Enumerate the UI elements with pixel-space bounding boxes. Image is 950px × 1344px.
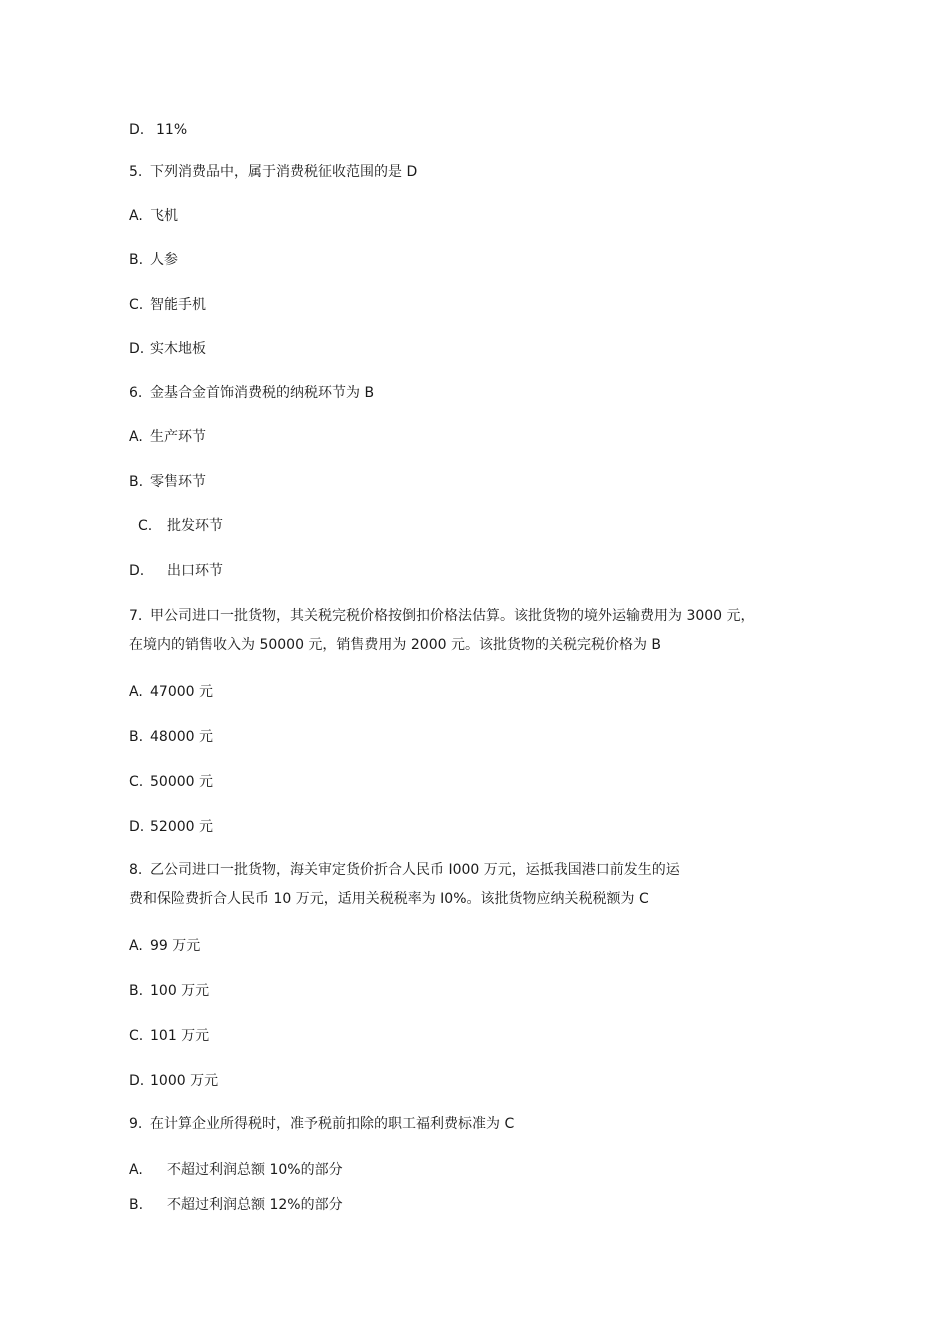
option-line [129,1026,209,1046]
option-line [129,936,200,956]
option-label: B. [129,729,144,745]
option-line [129,250,178,270]
option-line [129,981,209,1001]
question-continuation [129,889,649,909]
option-text: 11% [156,122,188,138]
option-text: 52000 元 [150,819,213,835]
option-text: 99 万元 [150,938,201,954]
option-text: 100 万元 [150,983,210,999]
option-line [129,472,206,492]
option-text: 47000 元 [150,684,213,700]
option-label: D. [129,341,145,357]
question-text: 甲公司进口一批货物，其关税完税价格按倒扣价格法估算。该批货物的境外运输费用为 3000 元， [150,608,755,624]
question-line [129,383,374,403]
option-text: 101 万元 [150,1028,210,1044]
option-line [138,516,223,536]
option-label: D. [129,1073,145,1089]
option-label: D. [129,563,145,579]
option-label: C. [129,1028,144,1044]
option-label: A. [129,684,143,700]
option-line [129,817,213,837]
option-label: A. [129,1162,143,1178]
option-text: 不超过利润总额 10%的部分 [167,1162,343,1178]
option-label: C. [129,774,144,790]
option-label: D. [129,122,145,138]
option-line [129,682,213,702]
option-text: 零售环节 [150,474,206,490]
option-label: A. [129,429,143,445]
question-text: 费和保险费折合人民币 10 万元，适用关税税率为 I0%。该批货物应纳关税税额为 C [129,891,649,907]
option-label: A. [129,208,143,224]
question-number: 6. [129,385,143,401]
question-line [129,1114,514,1134]
option-line [129,772,213,792]
option-text: 人参 [150,252,178,268]
question-number: 8. [129,862,143,878]
question-line [129,162,417,182]
option-line [129,339,206,359]
option-text: 批发环节 [167,518,223,534]
question-text: 在境内的销售收入为 50000 元，销售费用为 2000 元。该批货物的关税完税价格为 B [129,637,662,653]
option-line [129,561,223,581]
option-line [129,1071,218,1091]
option-text: 50000 元 [150,774,213,790]
question-number: 7. [129,608,143,624]
option-text: 飞机 [150,208,178,224]
option-text: 生产环节 [150,429,206,445]
question-text: 下列消费品中，属于消费税征收范围的是 D [150,164,418,180]
option-text: 不超过利润总额 12%的部分 [167,1197,343,1213]
option-line [129,427,206,447]
question-line [129,860,680,880]
option-line [129,1195,343,1215]
option-label: B. [129,983,144,999]
option-label: B. [129,1197,144,1213]
option-label: B. [129,252,144,268]
option-label: C. [138,518,153,534]
option-line [129,295,206,315]
option-text: 智能手机 [150,297,206,313]
question-number: 9. [129,1116,143,1132]
option-label: D. [129,819,145,835]
option-line [129,1160,343,1180]
option-text: 出口环节 [167,563,223,579]
question-text: 在计算企业所得税时，准予税前扣除的职工福利费标准为 C [150,1116,515,1132]
option-line [129,727,213,747]
option-line [129,120,187,140]
option-label: C. [129,297,144,313]
question-text: 乙公司进口一批货物，海关审定货价折合人民币 I000 万元，运抵我国港口前发生的运 [150,862,680,878]
question-continuation [129,635,661,655]
option-text: 实木地板 [150,341,206,357]
option-text: 1000 万元 [150,1073,219,1089]
option-label: A. [129,938,143,954]
option-text: 48000 元 [150,729,213,745]
question-number: 5. [129,164,143,180]
option-line [129,206,178,226]
question-text: 金基合金首饰消费税的纳税环节为 B [150,385,375,401]
option-label: B. [129,474,144,490]
question-line [129,606,755,626]
